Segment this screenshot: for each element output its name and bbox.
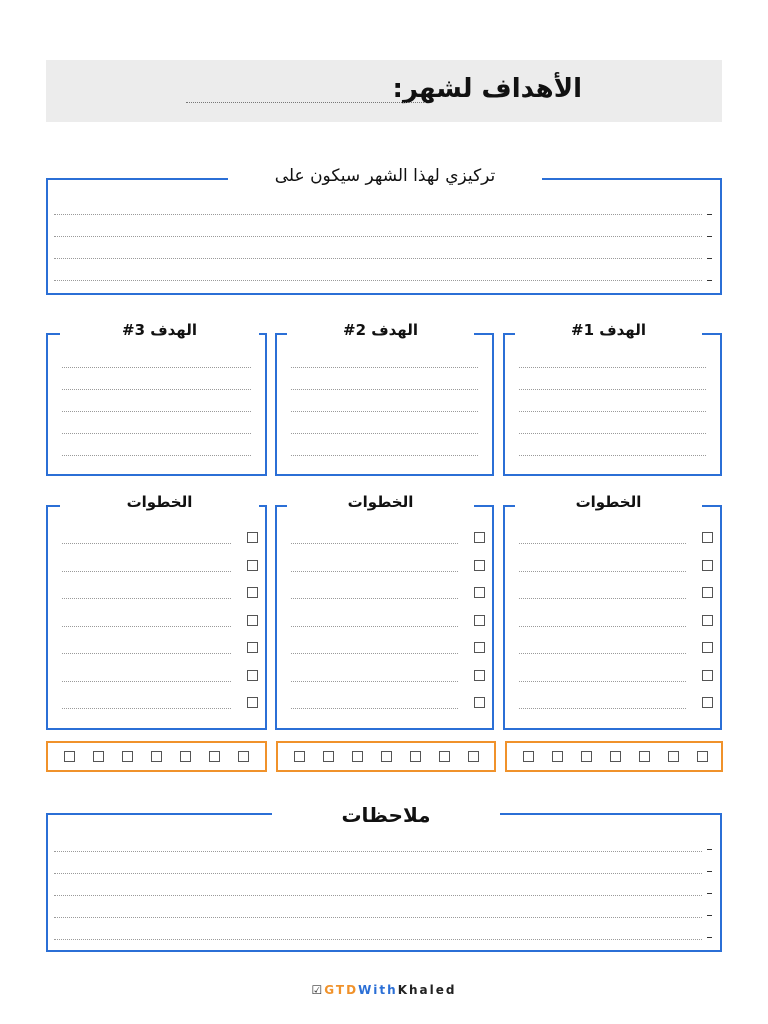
tracker-goal-1 — [505, 741, 723, 772]
step-checkbox[interactable] — [702, 560, 713, 571]
step-checkbox[interactable] — [247, 670, 258, 681]
goal-3-line[interactable] — [62, 411, 251, 412]
steps-frame-goal-3 — [46, 493, 267, 730]
step-checkbox[interactable] — [702, 697, 713, 708]
tracker-checkbox[interactable] — [668, 751, 679, 762]
tracker-checkbox[interactable] — [381, 751, 392, 762]
step-checkbox[interactable] — [474, 670, 485, 681]
focus-dash-1 — [707, 214, 712, 215]
goal-2-line[interactable] — [291, 389, 478, 390]
tracker-checkbox[interactable] — [523, 751, 534, 762]
focus-frame — [46, 166, 722, 295]
step-checkbox[interactable] — [702, 615, 713, 626]
step-line[interactable] — [519, 571, 686, 572]
tracker-checkbox[interactable] — [697, 751, 708, 762]
tracker-checkbox[interactable] — [294, 751, 305, 762]
tracker-goal-2 — [276, 741, 496, 772]
goal-3-frame — [46, 321, 267, 476]
steps-frame-goal-2 — [275, 493, 494, 730]
step-line[interactable] — [62, 598, 231, 599]
tracker-checkbox[interactable] — [439, 751, 450, 762]
step-checkbox[interactable] — [247, 697, 258, 708]
tracker-checkbox[interactable] — [468, 751, 479, 762]
step-checkbox[interactable] — [702, 587, 713, 598]
tracker-checkbox[interactable] — [64, 751, 75, 762]
goal-2-frame — [275, 321, 494, 476]
focus-line-4[interactable] — [54, 280, 702, 281]
goal-1-frame — [503, 321, 722, 476]
goal-3-line[interactable] — [62, 367, 251, 368]
steps-heading: الخطوات — [515, 493, 702, 511]
focus-line-3[interactable] — [54, 258, 702, 259]
step-line[interactable] — [291, 653, 458, 654]
page-title: الأهداف لشهر: — [392, 74, 582, 104]
step-checkbox[interactable] — [247, 642, 258, 653]
step-line[interactable] — [291, 708, 458, 709]
tracker-checkbox[interactable] — [122, 751, 133, 762]
goal-2-label: الهدف 2# — [287, 321, 474, 339]
logo-gtd: GTD — [324, 983, 359, 997]
notes-dash-5 — [707, 937, 712, 938]
tracker-checkbox[interactable] — [93, 751, 104, 762]
step-checkbox[interactable] — [247, 532, 258, 543]
step-line[interactable] — [519, 598, 686, 599]
step-line[interactable] — [291, 681, 458, 682]
step-checkbox[interactable] — [702, 642, 713, 653]
tracker-checkbox[interactable] — [180, 751, 191, 762]
step-line[interactable] — [519, 626, 686, 627]
goal-1-line[interactable] — [519, 389, 706, 390]
focus-heading: تركيزي لهذا الشهر سيكون على — [228, 166, 542, 186]
tracker-checkbox[interactable] — [610, 751, 621, 762]
goal-3-line[interactable] — [62, 433, 251, 434]
tracker-goal-3 — [46, 741, 267, 772]
goal-1-line[interactable] — [519, 433, 706, 434]
step-checkbox[interactable] — [474, 587, 485, 598]
step-line[interactable] — [519, 708, 686, 709]
logo-khaled: Khaled — [397, 983, 457, 997]
step-line[interactable] — [291, 571, 458, 572]
tracker-checkbox[interactable] — [639, 751, 650, 762]
tracker-checkbox[interactable] — [410, 751, 421, 762]
step-line[interactable] — [291, 598, 458, 599]
step-checkbox[interactable] — [474, 615, 485, 626]
step-checkbox[interactable] — [474, 532, 485, 543]
tracker-checkbox[interactable] — [552, 751, 563, 762]
goal-1-line[interactable] — [519, 455, 706, 456]
step-line[interactable] — [62, 708, 231, 709]
goal-1-label: الهدف 1# — [515, 321, 702, 339]
goal-2-line[interactable] — [291, 411, 478, 412]
goal-3-label: الهدف 3# — [60, 321, 259, 339]
notes-dash-1 — [707, 849, 712, 850]
steps-heading: الخطوات — [287, 493, 474, 511]
tracker-checkbox[interactable] — [238, 751, 249, 762]
notes-line-2[interactable] — [54, 873, 702, 874]
month-fill-line[interactable] — [186, 102, 426, 103]
goal-2-line[interactable] — [291, 455, 478, 456]
tracker-checkbox[interactable] — [151, 751, 162, 762]
step-checkbox[interactable] — [702, 670, 713, 681]
step-line[interactable] — [62, 626, 231, 627]
goal-2-line[interactable] — [291, 367, 478, 368]
tracker-checkbox[interactable] — [352, 751, 363, 762]
step-line[interactable] — [62, 571, 231, 572]
tracker-checkbox[interactable] — [323, 751, 334, 762]
step-checkbox[interactable] — [474, 642, 485, 653]
step-line[interactable] — [291, 543, 458, 544]
focus-line-1[interactable] — [54, 214, 702, 215]
step-line[interactable] — [519, 653, 686, 654]
notes-dash-4 — [707, 915, 712, 916]
title-bar — [46, 60, 722, 122]
focus-dash-2 — [707, 236, 712, 237]
checkbox-icon: ☑ — [311, 983, 325, 997]
step-line[interactable] — [62, 543, 231, 544]
notes-line-5[interactable] — [54, 939, 702, 940]
logo-with: With — [358, 983, 398, 997]
notes-line-4[interactable] — [54, 917, 702, 918]
focus-line-2[interactable] — [54, 236, 702, 237]
focus-dash-3 — [707, 258, 712, 259]
focus-dash-4 — [707, 280, 712, 281]
step-checkbox[interactable] — [247, 587, 258, 598]
footer-logo — [0, 983, 768, 997]
notes-frame — [46, 803, 722, 952]
step-line[interactable] — [519, 543, 686, 544]
step-line[interactable] — [291, 626, 458, 627]
notes-line-1[interactable] — [54, 851, 702, 852]
notes-heading: ملاحظات — [272, 803, 500, 827]
goal-1-line[interactable] — [519, 411, 706, 412]
notes-dash-3 — [707, 893, 712, 894]
goal-2-line[interactable] — [291, 433, 478, 434]
step-checkbox[interactable] — [474, 560, 485, 571]
tracker-checkbox[interactable] — [209, 751, 220, 762]
step-checkbox[interactable] — [247, 560, 258, 571]
steps-heading: الخطوات — [60, 493, 259, 511]
notes-dash-2 — [707, 871, 712, 872]
step-checkbox[interactable] — [247, 615, 258, 626]
step-line[interactable] — [62, 681, 231, 682]
goal-1-line[interactable] — [519, 367, 706, 368]
tracker-checkbox[interactable] — [581, 751, 592, 762]
step-line[interactable] — [62, 653, 231, 654]
goal-3-line[interactable] — [62, 389, 251, 390]
steps-frame-goal-1 — [503, 493, 722, 730]
notes-line-3[interactable] — [54, 895, 702, 896]
step-line[interactable] — [519, 681, 686, 682]
goal-3-line[interactable] — [62, 455, 251, 456]
step-checkbox[interactable] — [474, 697, 485, 708]
step-checkbox[interactable] — [702, 532, 713, 543]
